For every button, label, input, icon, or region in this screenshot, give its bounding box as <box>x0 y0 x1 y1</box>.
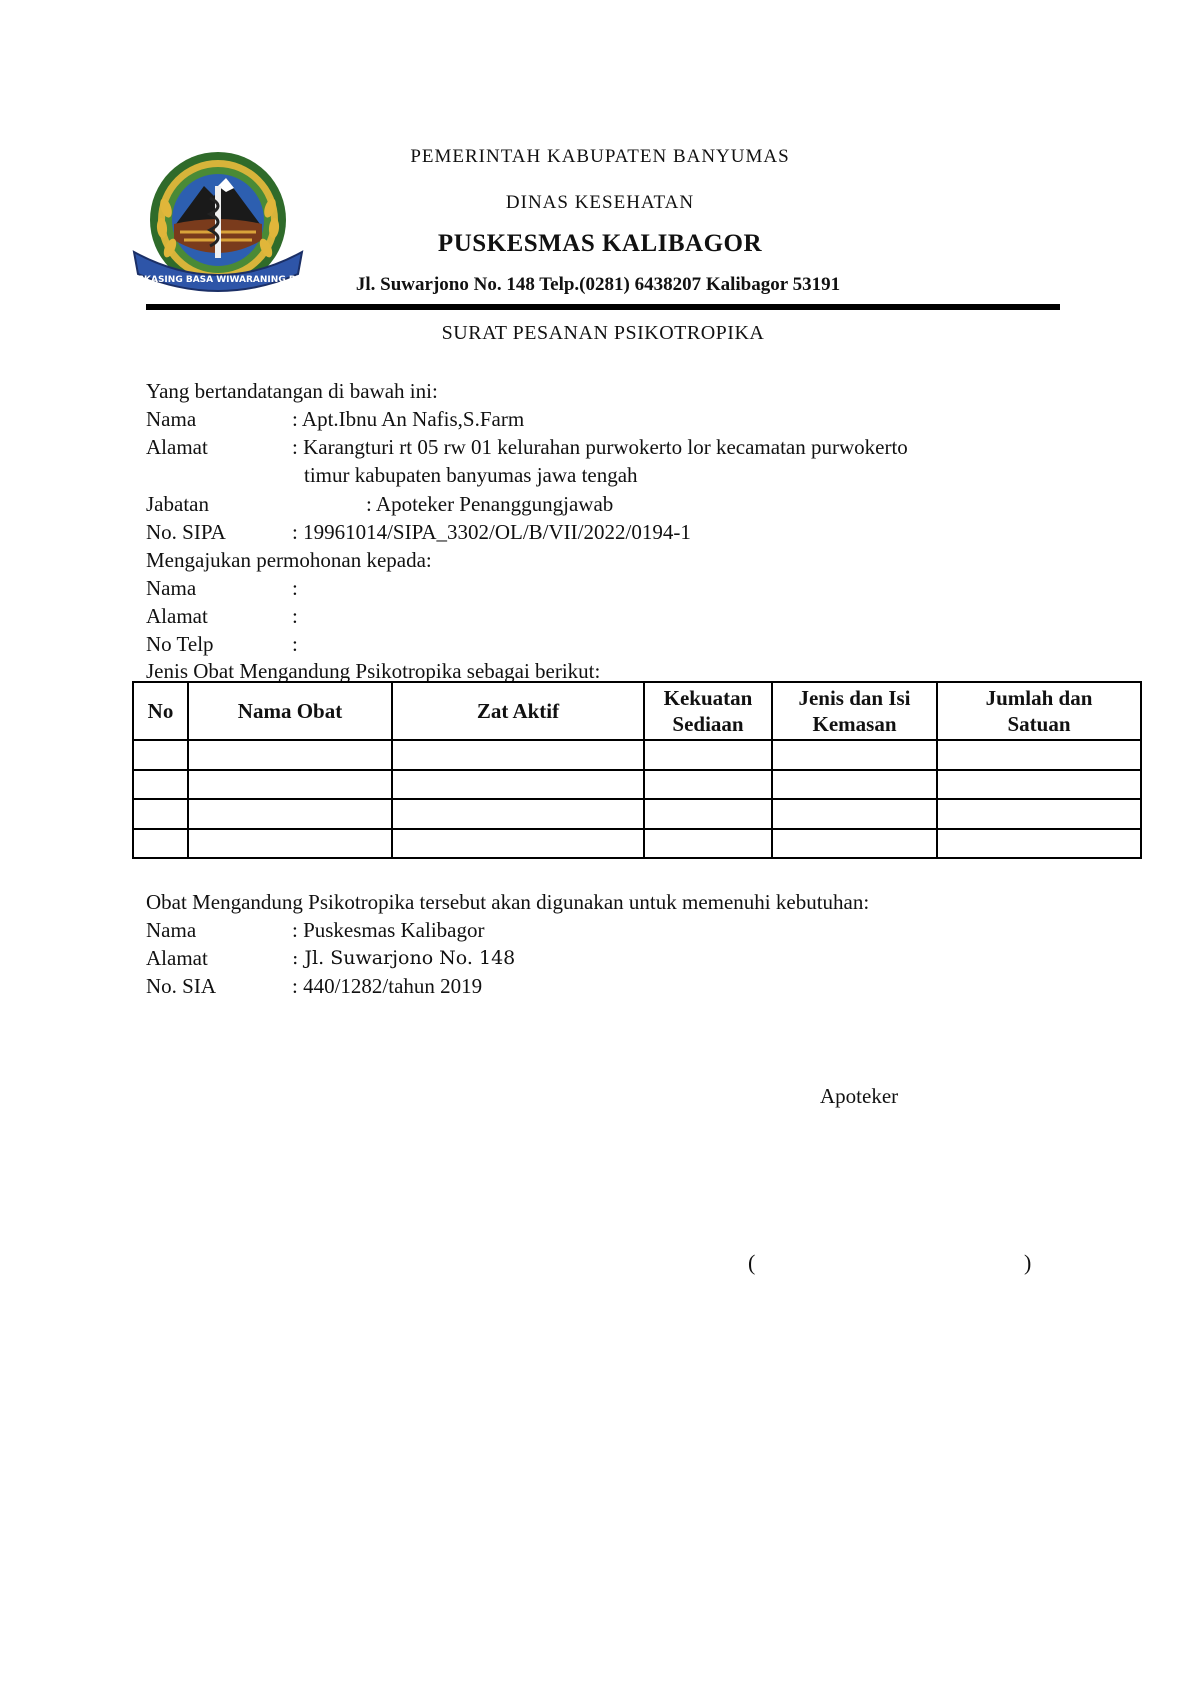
usage-sia-label: No. SIA <box>146 974 217 998</box>
recipient-name-label: Nama <box>146 576 197 600</box>
table-row <box>133 770 1141 800</box>
header-nama-obat: Nama Obat <box>188 682 392 740</box>
header-jumlah-satuan: Jumlah dan Satuan <box>937 682 1141 740</box>
signer-sipa-value: : 19961014/SIPA_3302/OL/B/VII/2022/0194-1 <box>292 520 691 544</box>
recipient-name-value: : <box>292 576 298 600</box>
recipient-phone-value: : <box>292 632 298 656</box>
signature-open-paren: ( <box>748 1250 756 1275</box>
header-jenis-isi-kemasan: Jenis dan Isi Kemasan <box>772 682 937 740</box>
signer-address-value-cont: timur kabupaten banyumas jawa tengah <box>304 463 638 487</box>
recipient-address-value: : <box>292 604 298 628</box>
puskesmas-logo <box>116 148 320 302</box>
table-intro: Jenis Obat Mengandung Psikotropika sebagai berikut: <box>146 659 601 683</box>
signer-address-value: : Karangturi rt 05 rw 01 kelurahan purwokerto lor kecamatan purwokerto <box>292 435 908 459</box>
usage-name-label: Nama <box>146 918 197 942</box>
header-divider <box>146 304 1060 310</box>
signer-position-label: Jabatan <box>146 492 209 516</box>
header-puskesmas: PUSKESMAS KALIBAGOR <box>437 230 763 257</box>
signature-close-paren: ) <box>1024 1250 1032 1275</box>
signer-position-value: : Apoteker Penanggungjawab <box>366 492 614 516</box>
intro-text: Yang bertandatangan di bawah ini: <box>146 379 438 403</box>
header-no: No <box>133 682 188 740</box>
emblem-icon <box>116 148 320 302</box>
document-title: SURAT PESANAN PSIKOTROPIKA <box>441 322 765 344</box>
signer-name-value: : Apt.Ibnu An Nafis,S.Farm <box>292 407 525 431</box>
usage-address-value: : Jl. Suwarjono No. 148 <box>292 947 516 969</box>
signer-name-label: Nama <box>146 407 197 431</box>
table-row <box>133 740 1141 770</box>
usage-name-value: : Puskesmas Kalibagor <box>292 918 485 942</box>
signature-role: Apoteker <box>820 1084 899 1108</box>
logo-motto: PANGKASING BASA WIWARANING PRAJA <box>116 275 320 285</box>
request-intro: Mengajukan permohonan kepada: <box>146 548 432 572</box>
header-department: DINAS KESEHATAN <box>505 192 695 213</box>
header-zat-aktif: Zat Aktif <box>392 682 644 740</box>
table-header-row <box>133 682 1141 740</box>
usage-address-label: Alamat <box>146 946 208 970</box>
table-row <box>133 799 1141 829</box>
header-kekuatan-sediaan: Kekuatan Sediaan <box>644 682 772 740</box>
recipient-address-label: Alamat <box>146 604 208 628</box>
usage-sia-value: : 440/1282/tahun 2019 <box>292 974 483 998</box>
header-government: PEMERINTAH KABUPATEN BANYUMAS <box>410 146 790 167</box>
signer-sipa-label: No. SIPA <box>146 520 226 544</box>
psychotropic-order-table <box>132 681 1140 859</box>
table-row <box>133 829 1141 859</box>
usage-intro: Obat Mengandung Psikotropika tersebut akan digunakan untuk memenuhi kebutuhan: <box>146 890 870 914</box>
signer-address-label: Alamat <box>146 435 208 459</box>
header-address: Jl. Suwarjono No. 148 Telp.(0281) 6438207 Kalibagor 53191 <box>355 274 841 295</box>
recipient-phone-label: No Telp <box>146 632 214 656</box>
